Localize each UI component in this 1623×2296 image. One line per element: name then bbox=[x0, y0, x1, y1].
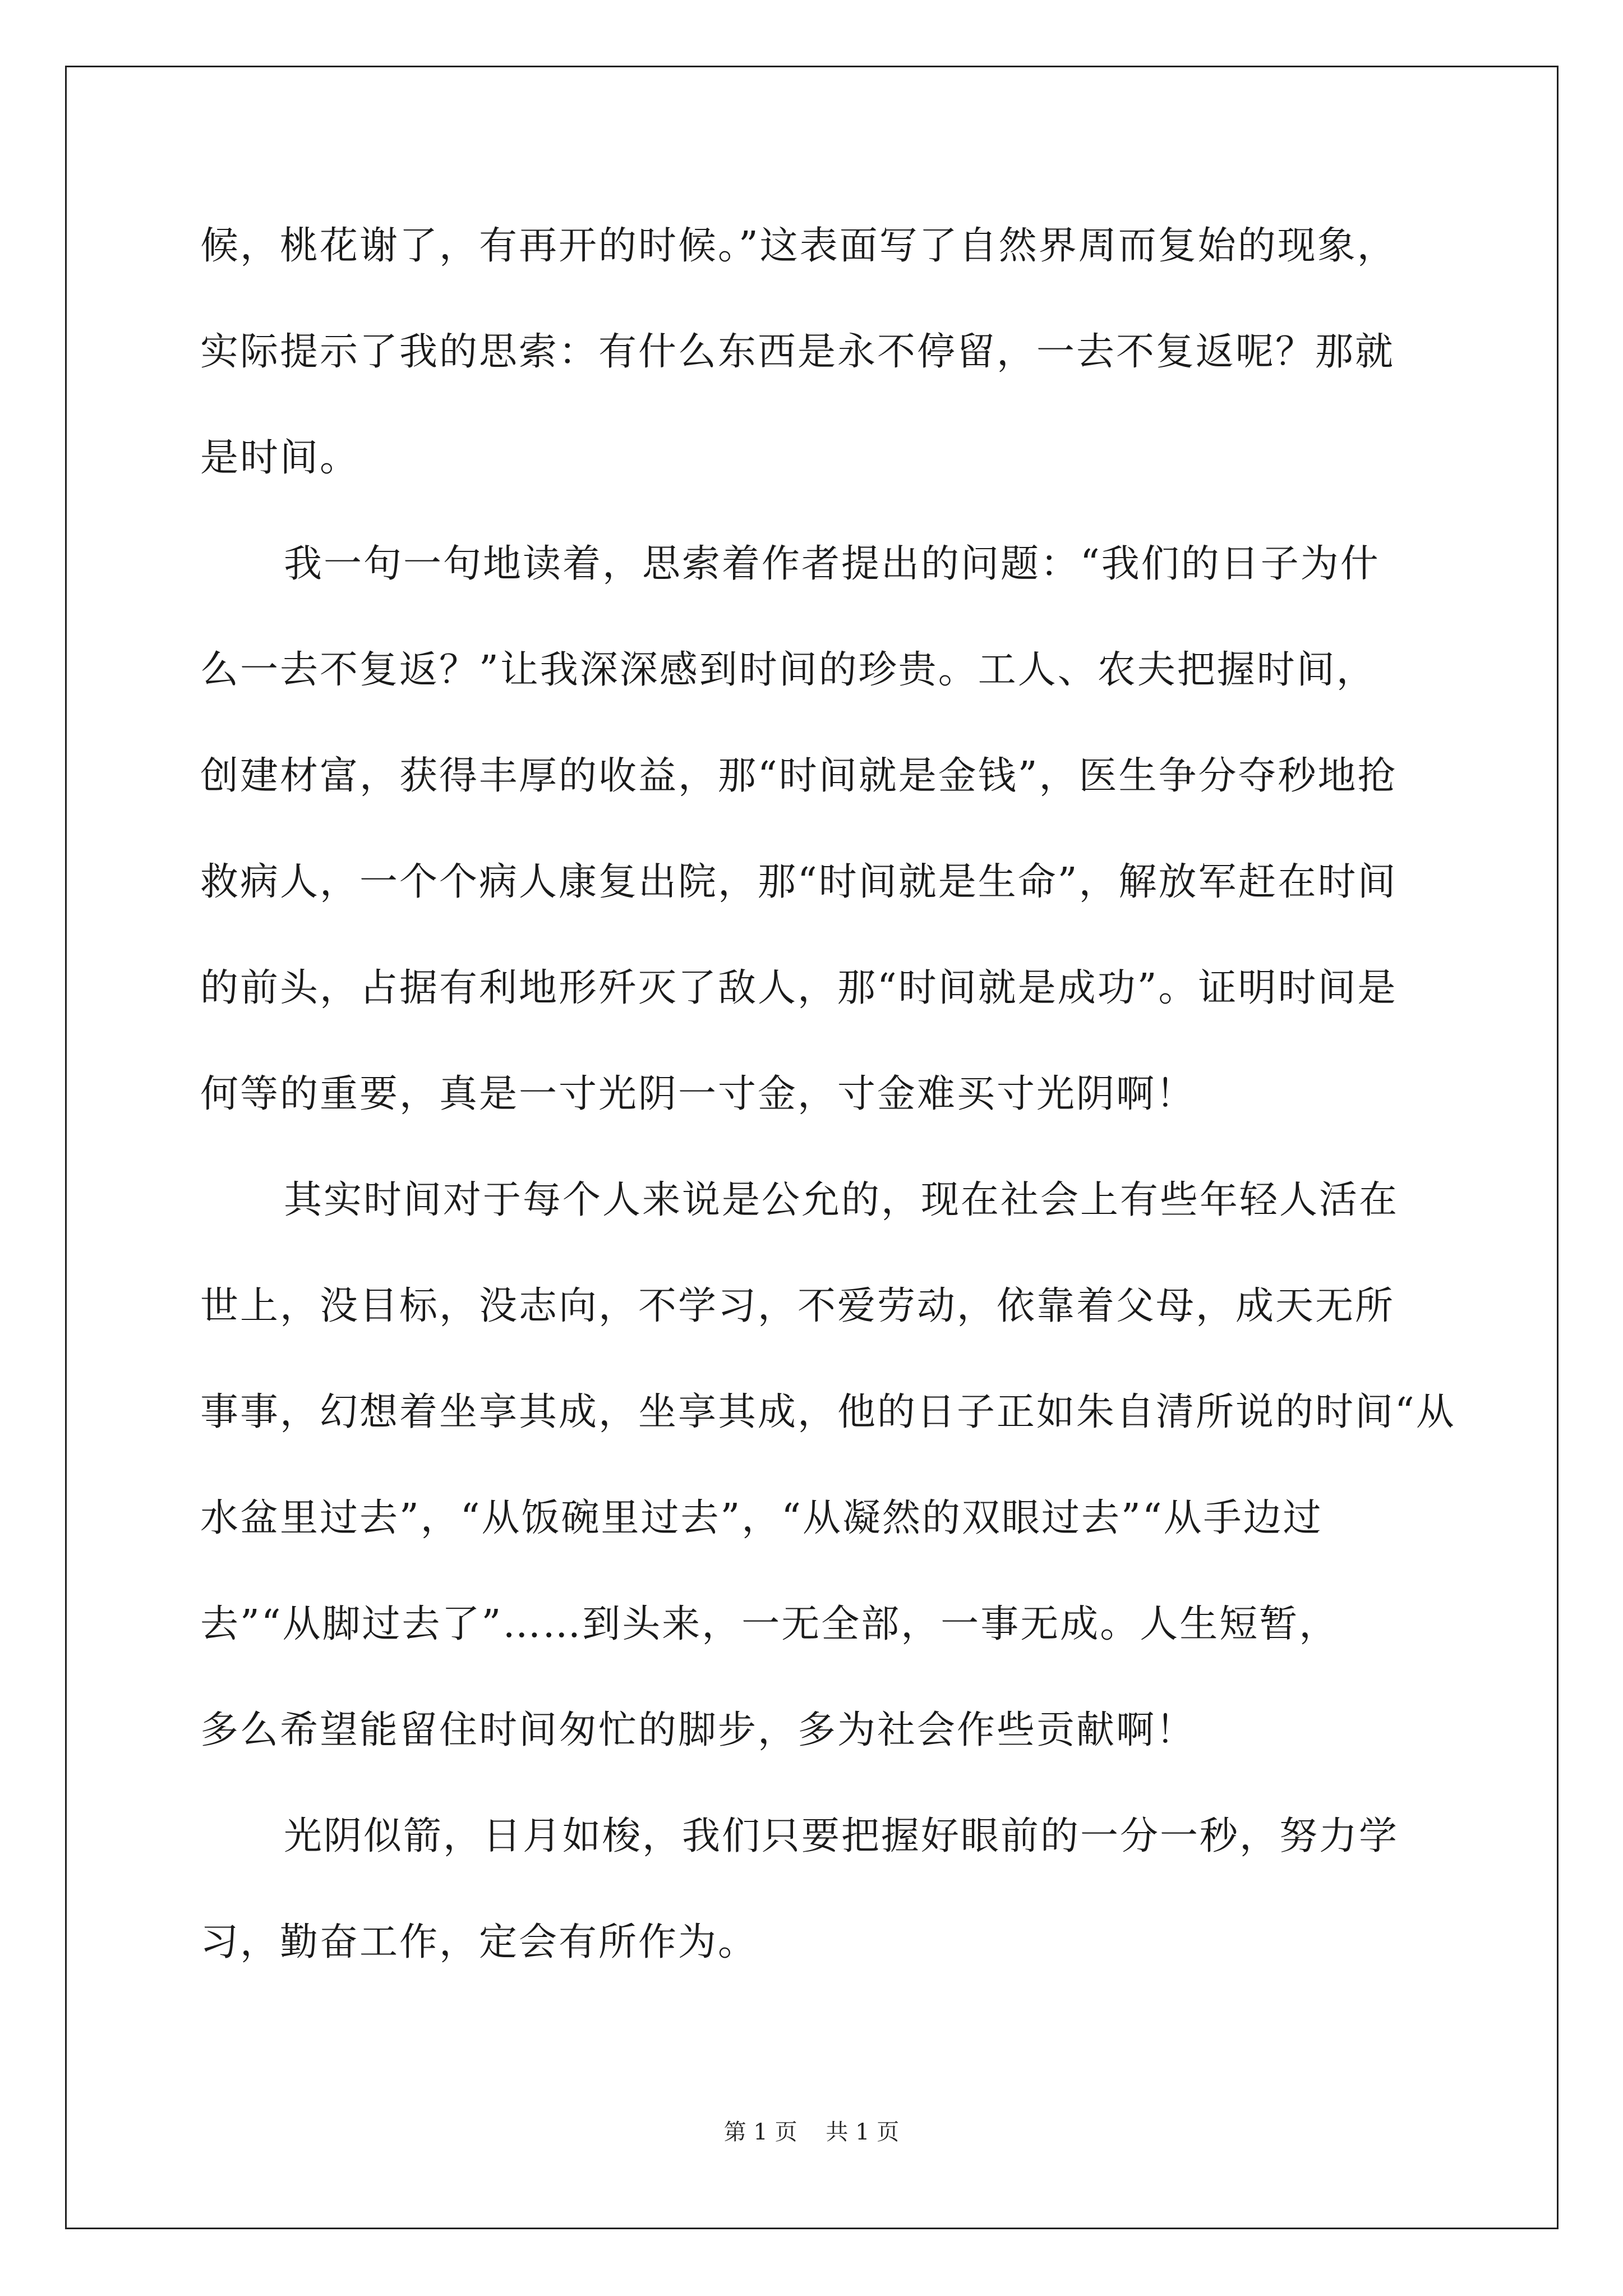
page-footer bbox=[0, 2118, 1623, 2146]
paragraph-first-line: 光阴似箭，日月如梭，我们只要把握好眼前的一分一秒，努力学 bbox=[284, 1814, 1399, 1858]
page-frame bbox=[65, 66, 1559, 2229]
paragraph-first-line: 我一句一句地读着，思索着作者提出的问题：“我们的日子为什 bbox=[284, 542, 1380, 586]
text-line: 习，勤奋工作，定会有所作为。 bbox=[200, 1920, 758, 1964]
text-line: 何等的重要，真是一寸光阴一寸金，寸金难买寸光阴啊！ bbox=[200, 1072, 1196, 1116]
text-line: 创建材富，获得丰厚的收益，那“时间就是金钱”，医生争分夺秒地抢 bbox=[200, 754, 1398, 798]
text-line: 么一去不复返？”让我深深感到时间的珍贵。工人、农夫把握时间， bbox=[200, 648, 1376, 692]
text-line: 的前头，占据有利地形歼灭了敌人，那“时间就是成功”。证明时间是 bbox=[200, 966, 1398, 1010]
text-line: 是时间。 bbox=[200, 436, 360, 480]
page-number-label: 第 1 页 共 1 页 bbox=[723, 2119, 900, 2145]
text-line: 世上，没目标，没志向，不学习，不爱劳动，依靠着父母，成天无所 bbox=[200, 1284, 1395, 1328]
text-line: 救病人，一个个病人康复出院，那“时间就是生命”，解放军赶在时间 bbox=[200, 860, 1398, 904]
text-line: 水盆里过去”，“从饭碗里过去”，“从凝然的双眼过去”“从手边过 bbox=[200, 1496, 1323, 1540]
paragraph-first-line: 其实时间对于每个人来说是公允的，现在社会上有些年轻人活在 bbox=[284, 1178, 1399, 1222]
text-line: 多么希望能留住时间匆忙的脚步，多为社会作些贡献啊！ bbox=[200, 1708, 1196, 1752]
text-line: 去”“从脚过去了”……到头来，一无全部，一事无成。人生短暂， bbox=[200, 1602, 1339, 1646]
text-line: 候，桃花谢了，有再开的时候。”这表面写了自然界周而复始的现象， bbox=[200, 224, 1397, 268]
text-line: 实际提示了我的思索：有什么东西是永不停留，一去不复返呢？那就 bbox=[200, 330, 1395, 374]
text-line: 事事，幻想着坐享其成，坐享其成，他的日子正如朱自清所说的时间“从 bbox=[200, 1390, 1456, 1434]
